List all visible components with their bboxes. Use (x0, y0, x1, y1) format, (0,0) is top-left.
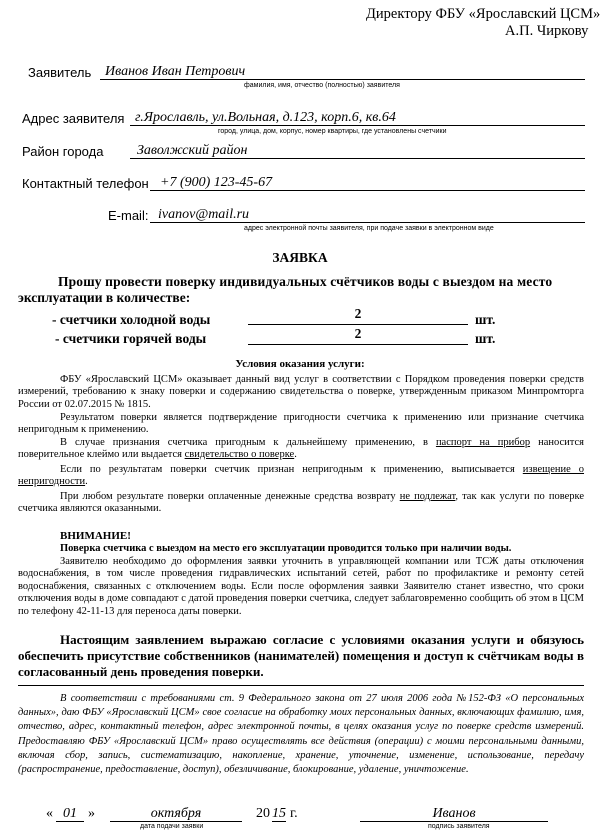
passport-link-text: паспорт на прибор (435, 437, 531, 448)
address-caption: город, улица, дом, корпус, номер квартиры, где установлены счетчики (218, 128, 447, 135)
date-year-suffix[interactable]: 15 (272, 806, 286, 821)
unfitness-notice-text: извещение о непригодности (18, 464, 585, 488)
hot-water-count[interactable]: 2 (354, 326, 362, 341)
cold-water-unit: шт. (475, 312, 496, 327)
attention-bold: Поверка счетчика с выездом на место его эксплуатации проводится только при наличии воды. (60, 543, 512, 554)
phone-value[interactable]: +7 (900) 123-45-67 (160, 175, 273, 190)
conditions-p1: ФБУ «Ярославский ЦСМ» оказывает данный вид услуг в соответствии с Порядком проведения поверки средств измерений, требованию к знаку поверки и содержанию свидетельства о поверке, утвержденным приказом Минпромторга России от 02.07.2015 № 1815. (18, 374, 584, 410)
applicant-label: Заявитель (28, 65, 92, 80)
phone-label: Контактный телефон (22, 176, 149, 191)
document-title: ЗАЯВКА (272, 250, 328, 265)
email-underline (150, 222, 585, 223)
attention-heading: ВНИМАНИЕ! (60, 530, 131, 542)
conditions-p5: При любом результате поверки оплаченные денежные средства возврату не подлежат, так как услуги по поверке счетчика являются оказанными. (18, 491, 585, 515)
hot-water-unit: шт. (475, 331, 496, 346)
date-open-quote: « (46, 806, 53, 821)
date-year-label: г. (290, 806, 298, 821)
hot-water-label: - счетчики горячей воды (55, 331, 207, 346)
applicant-caption: фамилия, имя, отчество (полностью) заявителя (244, 82, 400, 89)
cold-water-underline (248, 324, 468, 325)
personal-data-consent: В соответствии с требованиями ст. 9 Федерального закона от 27 июля 2006 года №152-ФЗ «О персональных данных», даю ФБУ «Ярославский ЦСМ» свое согласие на обработку моих персональных данных, включающих фамилию, имя, отчество, адрес, контактный телефон, адрес электронной почты, в целях оказания услуг по поверке средств измерений. Предоставляю ФБУ «Ярославский ЦСМ» право осуществлять все действия (операции) с моими персональными данными, включая сбор, запись, систематизацию, накопление, хранение, уточнение, изменение, использование, передачу (распространение, предоставление, доступ), обезличивание, блокирование, удаление, уничтожение. (18, 693, 584, 776)
date-day-underline (56, 821, 84, 822)
date-year-underline (272, 821, 286, 822)
phone-underline (150, 190, 585, 191)
signature-caption: подпись заявителя (428, 823, 490, 830)
address-label: Адрес заявителя (22, 111, 125, 126)
conditions-p4: Если по результатам поверки счетчик признан непригодным к применению, выписывается извещение о непригодности. (18, 464, 585, 488)
district-value[interactable]: Заволжский район (137, 143, 248, 158)
signature-name[interactable]: Иванов (432, 806, 476, 821)
applicant-value[interactable]: Иванов Иван Петрович (105, 64, 246, 79)
cold-water-count[interactable]: 2 (354, 306, 362, 321)
conditions-heading: Условия оказания услуги: (235, 358, 365, 370)
request-line2: эксплуатации в количестве: (18, 290, 191, 305)
email-caption: адрес электронной почты заявителя, при подаче заявки в электронном виде (244, 225, 494, 232)
section-divider (18, 685, 584, 686)
signature-underline (360, 821, 548, 822)
conditions-p3: В случае признания счетчика пригодным к дальнейшему применению, в паспорт на прибор наносится поверительное клеймо или выдается свидетельство о поверке. (18, 437, 584, 461)
addressee-line2: А.П. Чиркову (505, 23, 589, 39)
date-month-underline (110, 821, 242, 822)
date-close-quote: » (88, 806, 95, 821)
addressee-line1: Директору ФБУ «Ярославский ЦСМ» (366, 6, 600, 22)
date-month[interactable]: октября (150, 806, 202, 821)
request-line1: Прошу провести поверку индивидуальных счётчиков воды с выездом на место (58, 274, 553, 289)
address-underline (130, 125, 585, 126)
hot-water-underline (248, 344, 468, 345)
address-value[interactable]: г.Ярославль, ул.Вольная, д.123, корп.6, кв.64 (135, 110, 396, 125)
date-year-prefix: 20 (256, 806, 270, 821)
cold-water-label: - счетчики холодной воды (52, 312, 211, 327)
email-label: E-mail: (108, 208, 149, 223)
consent-text: Настоящим заявлением выражаю согласие с условиями оказания услуги и обязуюсь обеспечить присутствие собственников (нанимателей) помещения и доступ к счётчикам воды в согласованный день проведения поверки. (18, 632, 584, 679)
applicant-underline (100, 79, 585, 80)
email-value[interactable]: ivanov@mail.ru (158, 207, 250, 222)
district-label: Район города (22, 144, 104, 159)
conditions-p2: Результатом поверки является подтверждение пригодности счетчика к применению или признание счетчика непригодным к применению. (18, 412, 584, 436)
district-underline (130, 158, 585, 159)
date-caption: дата подачи заявки (140, 823, 204, 830)
non-refundable-text: не подлежат (399, 491, 456, 502)
date-day[interactable]: 01 (63, 806, 77, 821)
certificate-link-text: свидетельство о поверке (184, 449, 295, 461)
attention-text: Заявителю необходимо до оформления заявки уточнить в управляющей компании или ТСЖ даты отключения водоснабжения, в том числе проведения гидравлических испытаний сетей, работ по профилактике и ремонту сетей водоснабжения, связанных с отключением воды. Если после оформления заявки Заявителю станет известно, что сроки отключения воды в доме совпадают с датой проведения поверки счетчика, следует заблаговременно сообщить об этом в ЦСМ по телефону 42-11-13 для переноса даты поверки. (18, 556, 584, 617)
